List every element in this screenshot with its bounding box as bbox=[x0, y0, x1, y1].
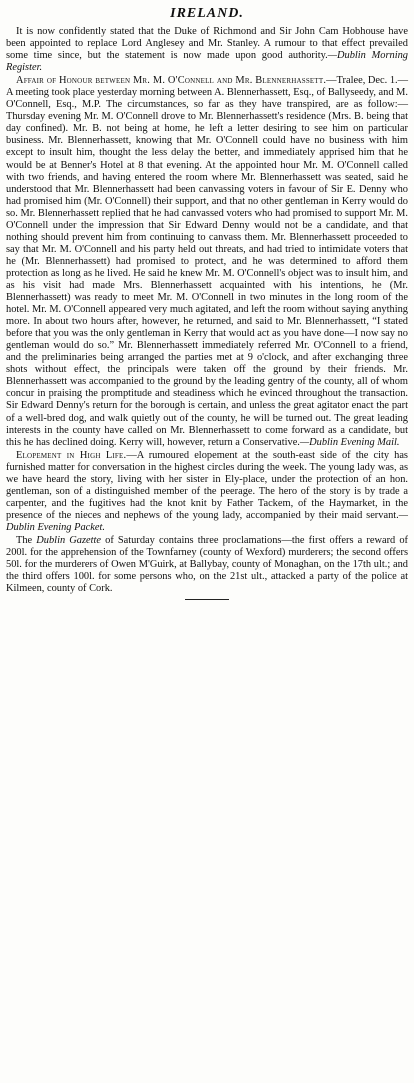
paragraph-text: It is now confidently stated that the Duke of Richmond and Sir John Cam Hobhouse have been appointed to replace Lord Anglesey and Mr. Stanley. A rumour to that effect prevailed some time since, but the statement is now made upon good authority. bbox=[6, 26, 408, 62]
source-attribution: —Dublin Evening Packet. bbox=[6, 509, 408, 533]
section-title: IRELAND. bbox=[170, 6, 244, 21]
gazette-name: Dublin Gazette bbox=[36, 534, 102, 546]
end-rule bbox=[185, 599, 229, 600]
paragraph-text: —Tralee, Dec. 1.—A meeting took place yesterday morning between A. Blennerhassett, Esq., of Ballyseedy, and M. O'Connell, Esq., M.P. The circumstances, so far as they have transpired, are as follow:—Thursday evening Mr. M. O'Connell drove to Mr. Blennerhassett's residence (Mrs. B. being that day confined). Mr. B. not being at home, he left a letter desiring to see him on particular business. Mr. Blennerhassett, knowing that Mr. O'Connell could have no business with him except to insult him, thought the less delay the better, and immediately apprised him that he would be at Benner's Hotel at 8 that evening. At the appointed hour Mr. M. O'Connell called with two friends, and having entered the room where Mr. Blennerhassett was seated, said he understood that Mr. Blennerhassett had been canvassing voters in favour of Sir E. Denny who had promised him (Mr. O'Connell) their support, and that no other gentleman in Kerry would do so. Mr. Blennerhassett replied that he had canvassed voters who had promised to support Mr. M. O'Connell under the impression that Sir Edward Denny would not be a candidate, and that nothing should prevent him from continuing to canvass them. Mr. Blennerhassett proceeded to say that Mr. M. O'Connell and his party held out threats, and had tried to intimidate voters that he (Mr. Blennerhassett) had promised to protect, and he was determined to afford them protection as long as he lived. He said he knew Mr. M. O'Connell's object was to insult him, and as his visit had made Mrs. Blennerhassett acquainted with his intentions, he (Mr. Blennerhassett) was ready to meet Mr. M. O'Connell in two minutes in the long room of the hotel. Mr. M. O'Connell appeared very much agitated, and left the room without saying anything more. In about two hours after, however, he returned, and said to Mr. Blennerhassett, “I stated before that you was the only gentleman in Kerry that would act as you have done—I now say no gentleman would do so.” Mr. Blennerhassett immediately referred Mr. O'Connell to a friend, and the preliminaries being arranged the parties met at 9 o'clock, and after exchanging three shots without effect, the principals were taken off the ground by their friends. Mr. Blennerhassett was accompanied to the ground by the leading gentry of the county, all of whom concur in praising the promptitude and steadiness which he evinced throughout the transaction. Sir Edward Denny's return for the borough is certain, and unless the great agitator enact the part of a well-bred dog, and walk quietly out of the county, he will be turned out. The great leading interests in the county have called on Mr. Blennerhassett to come forward as a candidate, but this he has declined doing. Kerry will, however, return a Conservative. bbox=[6, 75, 409, 448]
article-heading: Affair of Honour between Mr. M. O'Connell and Mr. Blennerhassett. bbox=[16, 75, 327, 87]
paragraph-text: of Saturday contains three proclamations—the first offers a reward of 200l. for the apprehension of the Townfarney (county of Wexford) murderers; the second offers 50l. for the murderers of Owen M'Guirk, at Ballybay, county of Monaghan, on the 17th ult.; and the third offers 100l. for some persons who, on the 21st ult., attacked a party of the police at Kilmeen, county of Cork. bbox=[6, 534, 408, 595]
paragraph-lead: The bbox=[16, 534, 37, 546]
end-rule-container bbox=[6, 599, 408, 600]
source-attribution: —Dublin Evening Mail. bbox=[299, 436, 400, 448]
paragraph-text: —A rumoured elopement at the south-east side of the city has furnished matter for conversation in the highest circles during the week. The young lady was, as we have heard the story, living with her sister in Ely-place, under the protection of an hon. gentleman, son of a distinguished member of the peerage. The hero of the story is by trade a carpenter, and the fugitives had the knot knit by Father Tackem, of the Haymarket, in the presence of the nieces and nephews of the young lady, accompanied by their maid servant. bbox=[6, 449, 408, 521]
article-heading: Elopement in High Life. bbox=[16, 449, 127, 461]
article-paragraph-1 bbox=[6, 26, 408, 74]
article-paragraph-3 bbox=[6, 450, 408, 534]
source-attribution: —Dublin Morning Register. bbox=[6, 50, 408, 74]
article-paragraph-2 bbox=[6, 75, 408, 448]
article-paragraph-4 bbox=[6, 535, 408, 595]
